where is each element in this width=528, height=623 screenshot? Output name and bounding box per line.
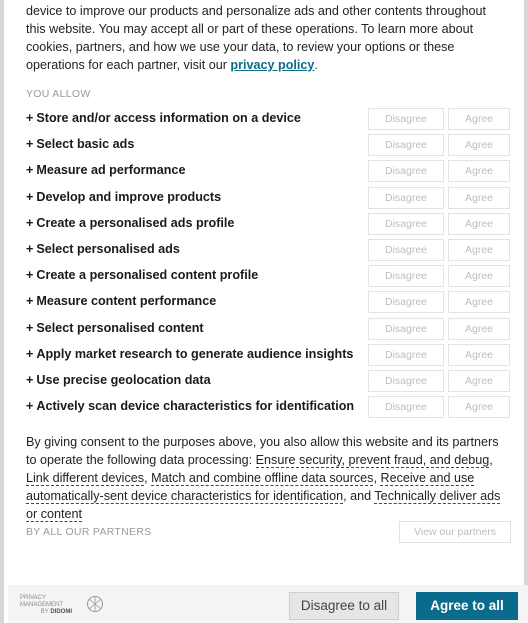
purpose-agree-button[interactable]: Agree — [448, 291, 510, 313]
purpose-disagree-button[interactable]: Disagree — [368, 370, 444, 392]
purpose-label: Select personalised content — [36, 320, 204, 335]
expand-plus-icon: + — [26, 268, 34, 283]
purpose-agree-button[interactable]: Agree — [448, 108, 510, 130]
purpose-agree-button[interactable]: Agree — [448, 370, 510, 392]
purpose-toggle[interactable] — [26, 216, 234, 230]
intro-text — [26, 2, 506, 74]
expand-plus-icon: + — [26, 372, 34, 387]
purpose-toggle[interactable] — [26, 347, 353, 361]
purpose-row — [26, 290, 512, 316]
purpose-agree-button[interactable]: Agree — [448, 265, 510, 287]
purpose-toggle[interactable] — [26, 399, 354, 413]
data-processing-link[interactable]: Link different devices — [26, 471, 145, 485]
purpose-label: Measure ad performance — [36, 163, 186, 178]
didomi-brand — [20, 595, 84, 616]
intro-text-start: device to improve our products and personalize ads and other contents throughout this website. You may accept all or part of these operations. To learn more about cookies, partners, and how we use your data, to review your options or these operations for each partner, visit our — [26, 4, 486, 72]
data-processing-link[interactable]: Ensure security, prevent fraud, and debug — [255, 453, 490, 467]
purpose-row — [26, 343, 512, 369]
purpose-row — [26, 212, 512, 238]
purpose-row — [26, 264, 512, 290]
purpose-row — [26, 133, 512, 159]
expand-plus-icon: + — [26, 137, 34, 152]
purpose-agree-button[interactable]: Agree — [448, 239, 510, 261]
purpose-toggle[interactable] — [26, 242, 180, 256]
purpose-toggle[interactable] — [26, 294, 216, 308]
purpose-label: Create a personalised content profile — [36, 268, 259, 283]
privacy-policy-link[interactable]: privacy policy — [230, 58, 315, 72]
purpose-row — [26, 107, 512, 133]
purpose-row — [26, 317, 512, 343]
purpose-row — [26, 159, 512, 185]
purpose-toggle[interactable] — [26, 190, 221, 204]
purpose-disagree-button[interactable]: Disagree — [368, 344, 444, 366]
purpose-label: Measure content performance — [36, 294, 217, 309]
purpose-label: Apply market research to generate audience insights — [36, 346, 354, 361]
purpose-agree-button[interactable]: Agree — [448, 213, 510, 235]
purpose-label: Store and/or access information on a device — [36, 111, 301, 125]
expand-plus-icon: + — [26, 399, 34, 414]
purpose-row — [26, 238, 512, 264]
data-processing-link[interactable]: Match and combine offline data sources — [151, 471, 374, 485]
purpose-row — [26, 186, 512, 212]
purpose-toggle[interactable] — [26, 111, 301, 125]
purpose-disagree-button[interactable]: Disagree — [368, 239, 444, 261]
didomi-logo-icon — [86, 595, 104, 613]
purpose-label: Select personalised ads — [36, 241, 180, 256]
expand-plus-icon: + — [26, 294, 34, 309]
purpose-disagree-button[interactable]: Disagree — [368, 265, 444, 287]
all-partners-heading: BY ALL OUR PARTNERS — [26, 526, 152, 538]
purpose-disagree-button[interactable]: Disagree — [368, 213, 444, 235]
data-processing-link[interactable]: Receive and use automatically-sent device characteristics for identification — [26, 471, 475, 503]
data-processing-link[interactable]: Technically deliver ads or content — [26, 489, 501, 521]
consent-text: By giving consent to the purposes above, you also allow this website and its partners to operate the following data processing: Ensure security, prevent fraud, and debug, Link different devices, Match and combine offline data sources, Receive and use automatically-sent device characteristics for identification, and Technically deliver ads or content — [26, 435, 501, 521]
expand-plus-icon: + — [26, 189, 34, 204]
purpose-disagree-button[interactable]: Disagree — [368, 160, 444, 182]
purpose-agree-button[interactable]: Agree — [448, 187, 510, 209]
purpose-toggle[interactable] — [26, 321, 204, 335]
purpose-label: Create a personalised ads profile — [36, 215, 235, 230]
expand-plus-icon: + — [26, 346, 34, 361]
purpose-label: Select basic ads — [36, 137, 135, 152]
purpose-label: Use precise geolocation data — [36, 372, 211, 387]
purpose-toggle[interactable] — [26, 373, 211, 387]
purpose-agree-button[interactable]: Agree — [448, 396, 510, 418]
expand-plus-icon: + — [26, 241, 34, 256]
expand-plus-icon: + — [26, 215, 34, 230]
purpose-label: Actively scan device characteristics for identification — [36, 399, 355, 414]
purpose-disagree-button[interactable]: Disagree — [368, 187, 444, 209]
purpose-agree-button[interactable]: Agree — [448, 134, 510, 156]
purpose-disagree-button[interactable]: Disagree — [368, 291, 444, 313]
expand-plus-icon: + — [26, 320, 34, 335]
brand-line: PRIVACY MANAGEMENT — [20, 595, 64, 608]
consent-intro: By giving consent to the purposes above, you also allow this website and its partners to operate the following data processing: — [26, 435, 499, 467]
agree-to-all-button[interactable]: Agree to all — [416, 592, 518, 620]
purpose-agree-button[interactable]: Agree — [448, 344, 510, 366]
expand-plus-icon: + — [26, 163, 34, 178]
expand-plus-icon: + — [26, 111, 34, 125]
intro-text-end: . — [314, 58, 318, 72]
you-allow-heading: YOU ALLOW — [26, 88, 91, 100]
purpose-disagree-button[interactable]: Disagree — [368, 108, 444, 130]
view-partners-button[interactable]: View our partners — [399, 521, 511, 543]
purpose-toggle[interactable] — [26, 163, 185, 177]
purpose-toggle[interactable] — [26, 268, 258, 282]
disagree-to-all-button[interactable]: Disagree to all — [289, 592, 399, 620]
purpose-list — [26, 107, 512, 421]
footer-bar — [8, 585, 528, 623]
purpose-disagree-button[interactable]: Disagree — [368, 134, 444, 156]
purpose-toggle[interactable] — [26, 137, 134, 151]
purpose-label: Develop and improve products — [36, 189, 222, 204]
purpose-agree-button[interactable]: Agree — [448, 318, 510, 340]
purpose-disagree-button[interactable]: Disagree — [368, 396, 444, 418]
purpose-row — [26, 395, 512, 421]
brand-by: BY DIDOMI — [40, 609, 72, 615]
purpose-row — [26, 369, 512, 395]
purpose-disagree-button[interactable]: Disagree — [368, 318, 444, 340]
purpose-agree-button[interactable]: Agree — [448, 160, 510, 182]
